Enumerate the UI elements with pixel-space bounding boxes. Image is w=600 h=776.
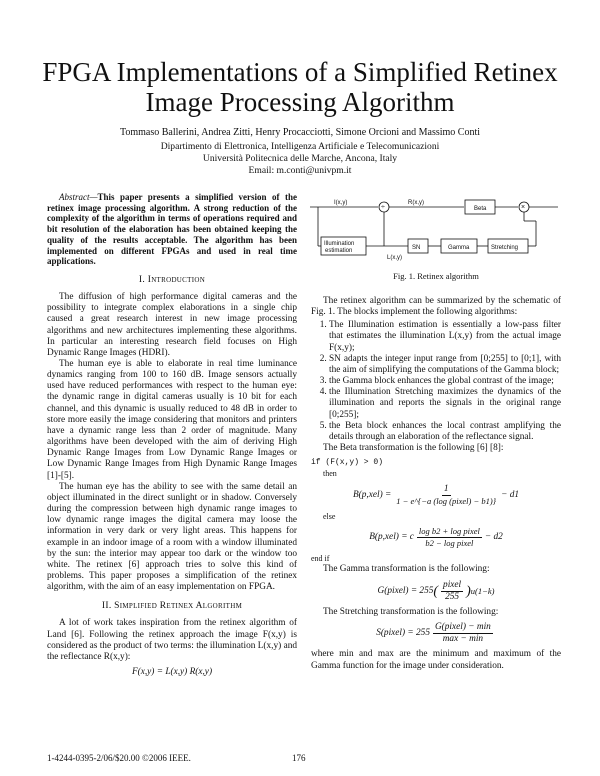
abstract-text: This paper presents a simplified version of the retinex image processing algorithm. A strong reduction of the complexity of the algorithm in terms of operations required and bit resolution of the elaboration has been obtained keeping the quality of the results acceptable. The algorithm has been implemented on different FPGAs and used in real time applications. — [47, 192, 297, 267]
s-lhs: S(pixel) = 255 — [376, 628, 430, 639]
gamma-equation: G(pixel) = 255 ( $\frac{\text{pixel}}{255}$ ) u(1−k) — [377, 579, 495, 602]
left-column — [47, 192, 297, 682]
s-num: G(pixel) − min — [433, 622, 493, 634]
g-lhs: G(pixel) = 255 — [377, 585, 434, 596]
intro-heading: I. Introduction — [138, 274, 206, 285]
intro-paragraph: The human eye has the ability to see with the same detail an object illuminated in the direct sunlight or in shadow. Conversely during the compression between high dynamic range images to low dynamic range images the digital camera may loose the information in very dark or very light areas. This happens for example in an indoor image of a room with a window illuminated by the sun: the interior may appear too dark or the window too white. The retinex [6] approach tries to solve this kind of problems. This paper proposes a simplification of the retinex algorithm, with the aim of an easy implementation on FPGA. — [47, 481, 297, 593]
b2-tail: − d2 — [484, 532, 503, 543]
l-label: L(x,y) — [387, 255, 402, 261]
right-paragraph: The retinex algorithm can be summarized by the schematic of Fig. 1. The blocks implement the following algorithms: — [311, 296, 561, 318]
right-tail: where min and max are the minimum and maximum of the Gamma function for the image under consideration. — [311, 649, 561, 671]
b2-lhs: B(p,xel) = c — [369, 532, 414, 543]
beta-if: if (F(x,y) > 0) — [311, 458, 384, 468]
input-label: I(x,y) — [334, 200, 348, 206]
b2-num: log b2 + log pixel — [417, 526, 482, 538]
b1-den: 1 − e^{−a (log (pixel) − b1)} — [396, 495, 497, 506]
s-den: max − min — [442, 634, 484, 645]
beta-then: then — [323, 469, 337, 479]
right-column — [311, 296, 561, 672]
list-item: 5. the Beta block enhances the local contrast amplifying the details through an elaboration of the reflectance signal. — [329, 421, 561, 443]
gamma-label: Gamma — [448, 245, 470, 251]
list-item: 3. the Gamma block enhances the global contrast of the image; — [329, 376, 561, 387]
b1-tail: − d1 — [501, 489, 519, 500]
b1-num: 1 — [442, 484, 451, 496]
intro-paragraph: The human eye is able to elaborate in real time luminance dynamics ranging from 100 to 160 dB. Image sensors actually used have reduced performances with respect to the human eye: the dynamic range in digital cameras usually is 10 bit for each channel, and this dynamic is usually reduced to 48 dB in order to store more easily the image considering that monitors and printers have a dynamic range less than 2 order of magnitude. Many algorithms have been developed with the aim of deriving High Dynamic Range Images from Low Dynamic Range Images or Low Dynamic Range Images from High Dynamic Range Images [1]-[5]. — [47, 359, 297, 481]
abstract — [47, 192, 297, 267]
university: Università Politecnica delle Marche, Ancona, Italy — [202, 153, 398, 164]
illum-label-1: Illumination — [324, 241, 355, 247]
page-number: 176 — [292, 753, 306, 763]
abstract-label: Abstract— — [59, 192, 98, 202]
title-line-1: FPGA Implementations of a Simplified Retinex — [42, 57, 558, 87]
stretch-equation — [311, 622, 561, 645]
beta-intro: The Beta transformation is the following [6] [8]: — [323, 443, 504, 454]
beta-equation-2 — [311, 526, 561, 549]
stretching-label: Stretching — [491, 245, 519, 251]
paper-title — [40, 57, 560, 117]
beta-endif: end if — [311, 554, 330, 564]
b1-lhs: B(p,xel) = — [352, 489, 392, 500]
block-list — [311, 320, 561, 443]
beta-else: else — [323, 511, 336, 521]
title-line-2: Image Processing Algorithm — [145, 87, 455, 117]
sn-label: SN — [412, 245, 421, 251]
stretch-intro: The Stretching transformation is the following: — [323, 606, 499, 617]
gamma-intro: The Gamma transformation is the following: — [323, 564, 490, 575]
department: Dipartimento di Elettronica, Intelligenza Artificiale e Telecomunicazioni — [160, 141, 440, 152]
retinex-block-diagram — [308, 197, 561, 267]
figure-caption: Fig. 1. Retinex algorithm — [393, 271, 479, 281]
multiply-icon: × — [521, 204, 526, 211]
algo-paragraph: A lot of work takes inspiration from the retinex algorithm of Land [6]. Following the retinex approach the image F(x,y) is considered as the product of two terms: the illumination L(x,y) and the reflectance R(x,y): — [47, 618, 297, 662]
author-list: Tommaso Ballerini, Andrea Zitti, Henry Procacciotti, Simone Orcioni and Massimo Conti — [119, 127, 481, 138]
list-item: 1. The Illumination estimation is essentially a low-pass filter that estimates the illumination L(x,y) from the actual image F(x,y); — [329, 320, 561, 353]
b2-den: b2 − log pixel — [425, 538, 474, 549]
intro-paragraph: The diffusion of high performance digital cameras and the possibility to integrate complex elaborations in a single chip caused a great research interest in new image processing algorithms and new architectures implementing these algorithms. In particular an interesting research field focuses on High Dynamic Range Images (HDRI). — [47, 292, 297, 358]
beta-label: Beta — [474, 206, 487, 212]
email: Email: m.conti@univpm.it — [248, 165, 352, 176]
g-exp: u(1−k) — [470, 585, 495, 596]
illum-label-2: estimation — [325, 248, 353, 254]
list-item: 4. the Illumination Stretching maximizes the dynamics of the illumination and reports the signals in the original range [0;255]; — [329, 387, 561, 420]
algo-heading: II. Simplified Retinex Algorithm — [101, 601, 243, 612]
g-num: pixel — [441, 580, 463, 592]
copyright-footer: 1-4244-0395-2/06/$20.00 ©2006 IEEE. — [47, 753, 191, 763]
reflectance-label: R(x,y) — [408, 200, 424, 206]
equation-1: F(x,y) = L(x,y) R(x,y) — [131, 667, 213, 678]
beta-equation-1 — [311, 484, 561, 507]
g-den: 255 — [445, 591, 460, 602]
list-item: 2. SN adapts the integer input range from [0;255] to [0;1], with the aim of simplifying the computations of the Gamma block; — [329, 354, 561, 376]
divide-icon: ÷ — [381, 204, 385, 211]
